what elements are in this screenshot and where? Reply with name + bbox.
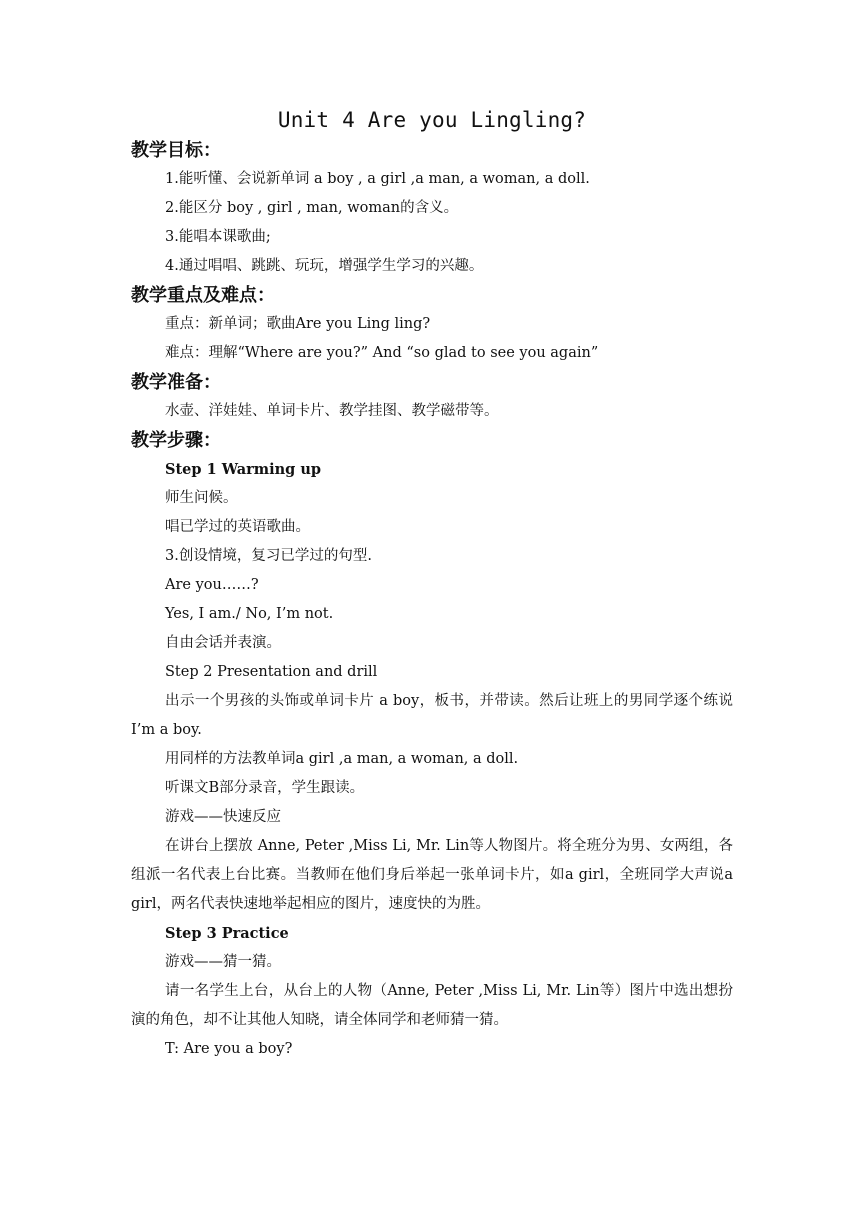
step1-line: Are you……? [165, 577, 259, 593]
key-point-item: 重点：新单词；歌曲Are you Ling ling? [165, 316, 431, 332]
step1-line: 3.创设情境，复习已学过的句型. [165, 548, 372, 564]
objectives-heading: 教学目标： [131, 140, 221, 161]
steps-heading: 教学步骤： [131, 430, 221, 451]
step1-line: 唱已学过的英语歌曲。 [165, 519, 310, 535]
steps-section [131, 426, 733, 1064]
preparation-section [131, 368, 733, 426]
difficult-point-item: 难点：理解“Where are you?” And “so glad to see you again” [165, 345, 599, 361]
step2-line: 游戏——快速反应 [165, 809, 281, 825]
step3-title: Step 3 Practice [165, 925, 289, 942]
document-title: Unit 4 Are you Lingling? [277, 108, 587, 132]
document-content [131, 104, 733, 1064]
step3-paragraph: 请一名学生上台，从台上的人物（Anne, Peter ,Miss Li, Mr. Lin等）图片中选出想扮演的角色，却不让其他人知晓，请全体同学和老师猜一猜。 [131, 983, 733, 1028]
step1-line: 自由会话并表演。 [165, 635, 281, 651]
objective-item: 3.能唱本课歌曲; [165, 229, 271, 245]
step2-title: Step 2 Presentation and drill [165, 664, 378, 680]
step3-line: 游戏——猜一猜。 [165, 954, 281, 970]
objectives-section [131, 136, 733, 281]
step1-title: Step 1 Warming up [165, 461, 322, 478]
step1-line: 师生问候。 [165, 490, 238, 506]
preparation-heading: 教学准备： [131, 372, 221, 393]
step3-line: T: Are you a boy? [165, 1041, 293, 1057]
step2-paragraph: 出示一个男孩的头饰或单词卡片 a boy，板书，并带读。然后让班上的男同学逐个练说 I’m a boy. [131, 693, 733, 738]
objective-item: 1.能听懂、会说新单词 a boy , a girl ,a man, a woman, a doll. [165, 171, 590, 187]
objective-item: 2.能区分 boy , girl , man, woman的含义。 [165, 200, 459, 216]
objective-item: 4.通过唱唱、跳跳、玩玩，增强学生学习的兴趣。 [165, 258, 484, 274]
key-points-heading: 教学重点及难点： [131, 285, 275, 306]
step2-game-paragraph: 在讲台上摆放 Anne, Peter ,Miss Li, Mr. Lin等人物图片。将全班分为男、女两组，各组派一名代表上台比赛。当教师在他们身后举起一张单词卡片，如a girl，全班同学大声说a girl，两名代表快速地举起相应的图片，速度快的为胜。 [131, 838, 733, 912]
preparation-item: 水壶、洋娃娃、单词卡片、教学挂图、教学磁带等。 [165, 403, 499, 419]
step2-line: 用同样的方法教单词a girl ,a man, a woman, a doll. [165, 751, 519, 767]
step1-line: Yes, I am./ No, I’m not. [165, 606, 334, 622]
key-points-section [131, 281, 733, 368]
step2-line: 听课文B部分录音，学生跟读。 [165, 780, 365, 796]
